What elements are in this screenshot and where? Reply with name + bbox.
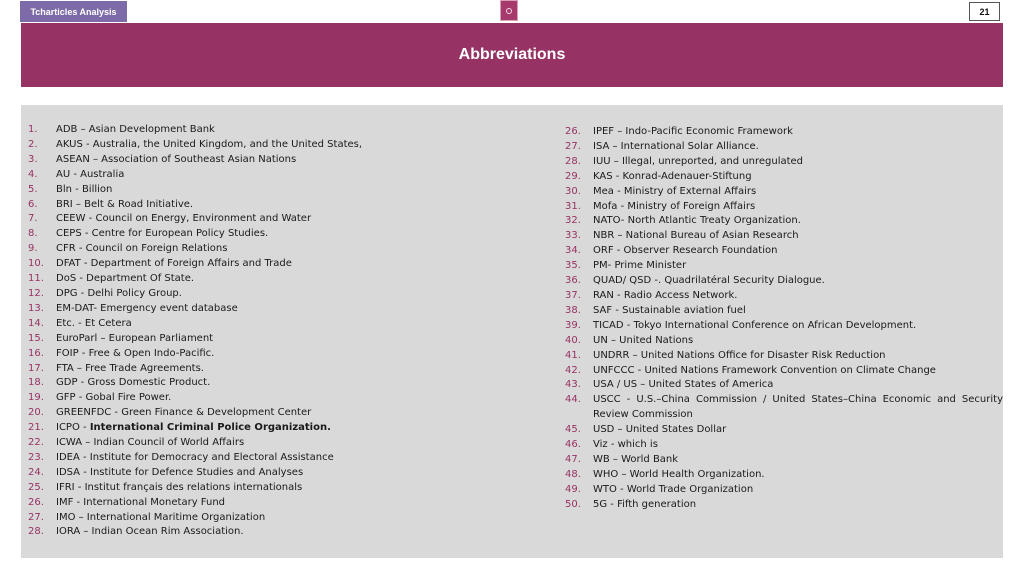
list-item bbox=[565, 483, 1003, 498]
list-item-number: 7. bbox=[28, 213, 38, 225]
list-item-text bbox=[593, 140, 1003, 155]
list-item bbox=[565, 498, 1003, 513]
list-item-text bbox=[56, 123, 548, 138]
list-item-text bbox=[56, 153, 548, 168]
abbreviation-text: GFP - Gobal Fire Power. bbox=[56, 392, 172, 404]
abbreviation-text: KAS - Konrad-Adenauer-Stiftung bbox=[593, 170, 752, 182]
list-item bbox=[565, 378, 1003, 393]
list-item-number: 28. bbox=[28, 526, 44, 538]
abbreviation-text: IMF - International Monetary Fund bbox=[56, 496, 226, 508]
page-number-label: 21 bbox=[979, 6, 990, 17]
abbreviation-text: DFAT - Department of Foreign Affairs and Trade bbox=[56, 258, 292, 270]
list-item-text bbox=[56, 496, 548, 511]
abbreviation-text: IUU – Illegal, unreported, and unregulated bbox=[593, 155, 804, 167]
abbreviation-text: WTO - World Trade Organization bbox=[593, 483, 754, 495]
list-item-text bbox=[56, 138, 548, 153]
list-item-number: 6. bbox=[28, 198, 38, 210]
list-item-number: 22. bbox=[28, 437, 44, 449]
list-item-number: 9. bbox=[28, 243, 38, 255]
list-item-text bbox=[56, 287, 548, 302]
list-item-text bbox=[56, 198, 548, 213]
abbreviation-text: IDEA - Institute for Democracy and Electoral Assistance bbox=[56, 451, 334, 463]
list-item-number: 39. bbox=[565, 319, 581, 331]
abbreviation-text: ISA – International Solar Alliance. bbox=[593, 140, 759, 152]
list-item-number: 32. bbox=[565, 215, 581, 227]
abbreviation-text: UN – United Nations bbox=[593, 334, 694, 346]
list-item bbox=[565, 468, 1003, 483]
abbreviation-text: SAF - Sustainable aviation fuel bbox=[593, 304, 746, 316]
list-item bbox=[28, 287, 548, 302]
list-item-text bbox=[56, 451, 548, 466]
list-item-text bbox=[593, 125, 1003, 140]
abbreviation-text: USD – United States Dollar bbox=[593, 424, 727, 436]
abbreviation-text: ORF - Observer Research Foundation bbox=[593, 245, 778, 257]
list-item-text bbox=[56, 466, 548, 481]
list-item bbox=[565, 289, 1003, 304]
list-item-number: 44. bbox=[565, 394, 581, 406]
list-item-number: 41. bbox=[565, 349, 581, 361]
list-item-number: 30. bbox=[565, 185, 581, 197]
abbreviation-text: EM-DAT- Emergency event database bbox=[56, 302, 238, 314]
list-item-text bbox=[56, 272, 548, 287]
list-item-text bbox=[56, 302, 548, 317]
list-item-text bbox=[593, 214, 1003, 229]
list-item bbox=[565, 244, 1003, 259]
abbreviation-text: ADB – Asian Development Bank bbox=[56, 124, 215, 135]
list-item-text bbox=[56, 332, 548, 347]
list-item-text bbox=[56, 183, 548, 198]
list-item bbox=[565, 393, 1003, 423]
list-item-text bbox=[593, 438, 1003, 453]
abbreviation-text: GREENFDC - Green Finance & Development Center bbox=[56, 407, 312, 419]
list-item-number: 37. bbox=[565, 289, 581, 301]
list-item-number: 26. bbox=[28, 496, 44, 508]
list-item-text bbox=[593, 364, 1003, 379]
abbreviation-text: IORA – Indian Ocean Rim Association. bbox=[56, 526, 244, 538]
list-item-number: 5. bbox=[28, 183, 38, 195]
content-panel bbox=[21, 105, 1003, 558]
abbreviation-text: Bln - Billion bbox=[56, 183, 113, 195]
list-item-number: 25. bbox=[28, 481, 44, 493]
list-item bbox=[28, 391, 548, 406]
list-item bbox=[28, 153, 548, 168]
list-item-number: 28. bbox=[565, 155, 581, 167]
abbreviation-list-right bbox=[565, 125, 1003, 513]
list-item-text bbox=[593, 200, 1003, 215]
abbreviation-text: PM- Prime Minister bbox=[593, 260, 687, 272]
abbreviation-text: USCC - U.S.–China Commission / United States–China Economic and Security Review Commission bbox=[593, 394, 1003, 421]
list-item bbox=[28, 376, 548, 391]
list-item-text bbox=[593, 378, 1003, 393]
abbreviation-text: IMO – International Maritime Organization bbox=[56, 511, 266, 523]
abbreviation-text: RAN - Radio Access Network. bbox=[593, 289, 738, 301]
abbreviation-text: UNDRR – United Nations Office for Disaster Risk Reduction bbox=[593, 349, 886, 361]
abbreviation-text: Mofa - Ministry of Foreign Affairs bbox=[593, 200, 756, 212]
list-item bbox=[565, 334, 1003, 349]
list-item bbox=[28, 242, 548, 257]
list-item-text bbox=[56, 481, 548, 496]
list-item-number: 2. bbox=[28, 138, 38, 150]
list-item bbox=[28, 257, 548, 272]
list-item-text bbox=[593, 244, 1003, 259]
list-item bbox=[28, 198, 548, 213]
list-item bbox=[28, 332, 548, 347]
list-item-text bbox=[593, 483, 1003, 498]
list-item-text bbox=[56, 227, 548, 242]
list-item-number: 12. bbox=[28, 287, 44, 299]
list-item-number: 48. bbox=[565, 468, 581, 480]
abbreviation-text: EuroParl – European Parliament bbox=[56, 332, 214, 344]
list-item-number: 43. bbox=[565, 379, 581, 391]
list-item bbox=[28, 496, 548, 511]
list-item bbox=[28, 525, 548, 540]
list-item-text bbox=[593, 468, 1003, 483]
list-item-text bbox=[56, 376, 548, 391]
list-item bbox=[565, 200, 1003, 215]
list-item-number: 13. bbox=[28, 302, 44, 314]
list-item-text bbox=[593, 274, 1003, 289]
list-item-number: 36. bbox=[565, 275, 581, 287]
list-item bbox=[28, 347, 548, 362]
abbreviation-text: IDSA - Institute for Defence Studies and Analyses bbox=[56, 466, 304, 478]
abbreviation-text: QUAD/ QSD -. Quadrilatéral Security Dialogue. bbox=[593, 275, 825, 287]
list-item-number: 14. bbox=[28, 317, 44, 329]
list-item-number: 47. bbox=[565, 453, 581, 465]
abbreviation-text: CFR - Council on Foreign Relations bbox=[56, 243, 228, 255]
page-number bbox=[969, 2, 1000, 21]
abbreviation-text: DoS - Department Of State. bbox=[56, 273, 195, 285]
list-item-number: 49. bbox=[565, 483, 581, 495]
abbreviation-text: CEEW - Council on Energy, Environment and Water bbox=[56, 213, 312, 225]
list-item bbox=[565, 319, 1003, 334]
abbreviation-text-bold: International Criminal Police Organization. bbox=[89, 422, 331, 434]
list-item bbox=[565, 155, 1003, 170]
list-item bbox=[28, 302, 548, 317]
list-item bbox=[28, 406, 548, 421]
list-item-text bbox=[593, 185, 1003, 200]
list-item bbox=[28, 138, 548, 153]
list-item-text bbox=[593, 229, 1003, 244]
list-item bbox=[28, 362, 548, 377]
brand-label: Tcharticles Analysis bbox=[30, 6, 117, 17]
abbreviation-text: UNFCCC - United Nations Framework Convention on Climate Change bbox=[593, 364, 936, 376]
list-item-text bbox=[593, 393, 1003, 423]
list-item-number: 21. bbox=[28, 422, 44, 434]
abbreviation-text: TICAD - Tokyo International Conference on African Development. bbox=[593, 319, 917, 331]
list-item bbox=[28, 227, 548, 242]
list-item-number: 27. bbox=[28, 511, 44, 523]
list-item bbox=[565, 423, 1003, 438]
abbreviation-text: ASEAN – Association of Southeast Asian Nations bbox=[56, 153, 297, 165]
list-item bbox=[565, 229, 1003, 244]
list-item bbox=[565, 170, 1003, 185]
abbreviation-text: 5G - Fifth generation bbox=[593, 498, 697, 510]
abbreviation-text: ICWA – Indian Council of World Affairs bbox=[56, 437, 245, 449]
list-item bbox=[28, 451, 548, 466]
logo bbox=[500, 0, 518, 21]
list-item bbox=[28, 123, 548, 138]
list-item bbox=[28, 212, 548, 227]
list-item-number: 34. bbox=[565, 245, 581, 257]
list-item-number: 45. bbox=[565, 424, 581, 436]
list-item bbox=[565, 304, 1003, 319]
list-item-text bbox=[593, 319, 1003, 334]
abbreviation-text: IFRI - Institut français des relations internationals bbox=[56, 481, 303, 493]
list-item-number: 31. bbox=[565, 200, 581, 212]
page-title: Abbreviations bbox=[458, 46, 566, 63]
list-item-number: 3. bbox=[28, 153, 38, 165]
list-item bbox=[28, 183, 548, 198]
list-item bbox=[28, 168, 548, 183]
list-item-number: 26. bbox=[565, 126, 581, 137]
list-item-text bbox=[593, 334, 1003, 349]
list-item-text bbox=[593, 155, 1003, 170]
list-item-number: 33. bbox=[565, 230, 581, 242]
list-item bbox=[565, 140, 1003, 155]
list-item-number: 10. bbox=[28, 258, 44, 270]
list-item bbox=[28, 481, 548, 496]
list-item-number: 50. bbox=[565, 498, 581, 510]
list-item-text bbox=[56, 347, 548, 362]
list-item-text bbox=[593, 170, 1003, 185]
list-item-number: 8. bbox=[28, 228, 38, 240]
list-item-text bbox=[56, 525, 548, 540]
list-item bbox=[565, 364, 1003, 379]
abbreviation-text: NATO- North Atlantic Treaty Organization. bbox=[593, 215, 801, 227]
list-item-number: 24. bbox=[28, 466, 44, 478]
list-item-text bbox=[593, 453, 1003, 468]
abbreviation-text: IPEF – Indo-Pacific Economic Framework bbox=[593, 126, 793, 137]
list-item bbox=[565, 185, 1003, 200]
list-item bbox=[28, 466, 548, 481]
list-item-number: 1. bbox=[28, 124, 38, 135]
list-item bbox=[565, 438, 1003, 453]
list-item-text bbox=[56, 242, 548, 257]
abbreviation-text: ICPO - bbox=[56, 422, 90, 434]
list-item-number: 29. bbox=[565, 170, 581, 182]
list-item-text bbox=[56, 257, 548, 272]
abbreviation-text: BRI – Belt & Road Initiative. bbox=[56, 198, 194, 210]
abbreviation-text: AU - Australia bbox=[56, 168, 125, 180]
list-item-number: 40. bbox=[565, 334, 581, 346]
abbreviation-text: WB – World Bank bbox=[593, 453, 679, 465]
list-item-number: 15. bbox=[28, 332, 44, 344]
title-banner bbox=[21, 23, 1003, 87]
list-item-text bbox=[56, 212, 548, 227]
abbreviation-text: DPG - Delhi Policy Group. bbox=[56, 287, 182, 299]
list-item-number: 16. bbox=[28, 347, 44, 359]
list-item bbox=[28, 317, 548, 332]
list-item bbox=[28, 511, 548, 526]
list-item-text bbox=[56, 406, 548, 421]
abbreviation-text: WHO – World Health Organization. bbox=[593, 468, 765, 480]
list-item-number: 11. bbox=[28, 273, 44, 285]
list-item bbox=[565, 274, 1003, 289]
brand-tab bbox=[20, 1, 127, 22]
logo-icon bbox=[506, 8, 512, 14]
list-item-text bbox=[56, 436, 548, 451]
list-item-text bbox=[56, 168, 548, 183]
abbreviation-text: USA / US – United States of America bbox=[593, 379, 774, 391]
list-item bbox=[565, 259, 1003, 274]
list-item-text bbox=[593, 259, 1003, 274]
list-item-text bbox=[593, 349, 1003, 364]
list-item bbox=[565, 125, 1003, 140]
list-item-text bbox=[56, 511, 548, 526]
list-item-text bbox=[593, 423, 1003, 438]
list-item bbox=[28, 421, 548, 436]
abbreviation-text: Viz - which is bbox=[593, 439, 658, 451]
list-item bbox=[565, 453, 1003, 468]
list-item-number: 35. bbox=[565, 260, 581, 272]
abbreviation-text: NBR – National Bureau of Asian Research bbox=[593, 230, 799, 242]
list-item bbox=[28, 436, 548, 451]
abbreviation-text: GDP - Gross Domestic Product. bbox=[56, 377, 211, 389]
list-item-text bbox=[593, 498, 1003, 513]
list-item-text bbox=[593, 304, 1003, 319]
abbreviation-text: Mea - Ministry of External Affairs bbox=[593, 185, 757, 197]
list-item-number: 19. bbox=[28, 392, 44, 404]
list-item-number: 38. bbox=[565, 304, 581, 316]
list-item-number: 42. bbox=[565, 364, 581, 376]
list-item-number: 4. bbox=[28, 168, 38, 180]
list-item bbox=[28, 272, 548, 287]
abbreviation-text: FOIP - Free & Open Indo-Pacific. bbox=[56, 347, 215, 359]
list-item-number: 18. bbox=[28, 377, 44, 389]
abbreviation-text: AKUS - Australia, the United Kingdom, and the United States, bbox=[56, 138, 363, 150]
list-item-number: 46. bbox=[565, 439, 581, 451]
list-item-text bbox=[56, 362, 548, 377]
list-item-text bbox=[593, 289, 1003, 304]
abbreviation-list-left bbox=[28, 123, 548, 540]
list-item bbox=[565, 214, 1003, 229]
list-item-text bbox=[56, 391, 548, 406]
abbreviation-text: FTA – Free Trade Agreements. bbox=[56, 362, 204, 374]
list-item-text bbox=[56, 421, 548, 436]
list-item-number: 17. bbox=[28, 362, 44, 374]
list-item-number: 27. bbox=[565, 140, 581, 152]
list-item-number: 23. bbox=[28, 451, 44, 463]
list-item-number: 20. bbox=[28, 407, 44, 419]
abbreviation-text: Etc. - Et Cetera bbox=[56, 317, 132, 329]
list-item bbox=[565, 349, 1003, 364]
list-item-text bbox=[56, 317, 548, 332]
abbreviation-text: CEPS - Centre for European Policy Studies. bbox=[56, 228, 269, 240]
